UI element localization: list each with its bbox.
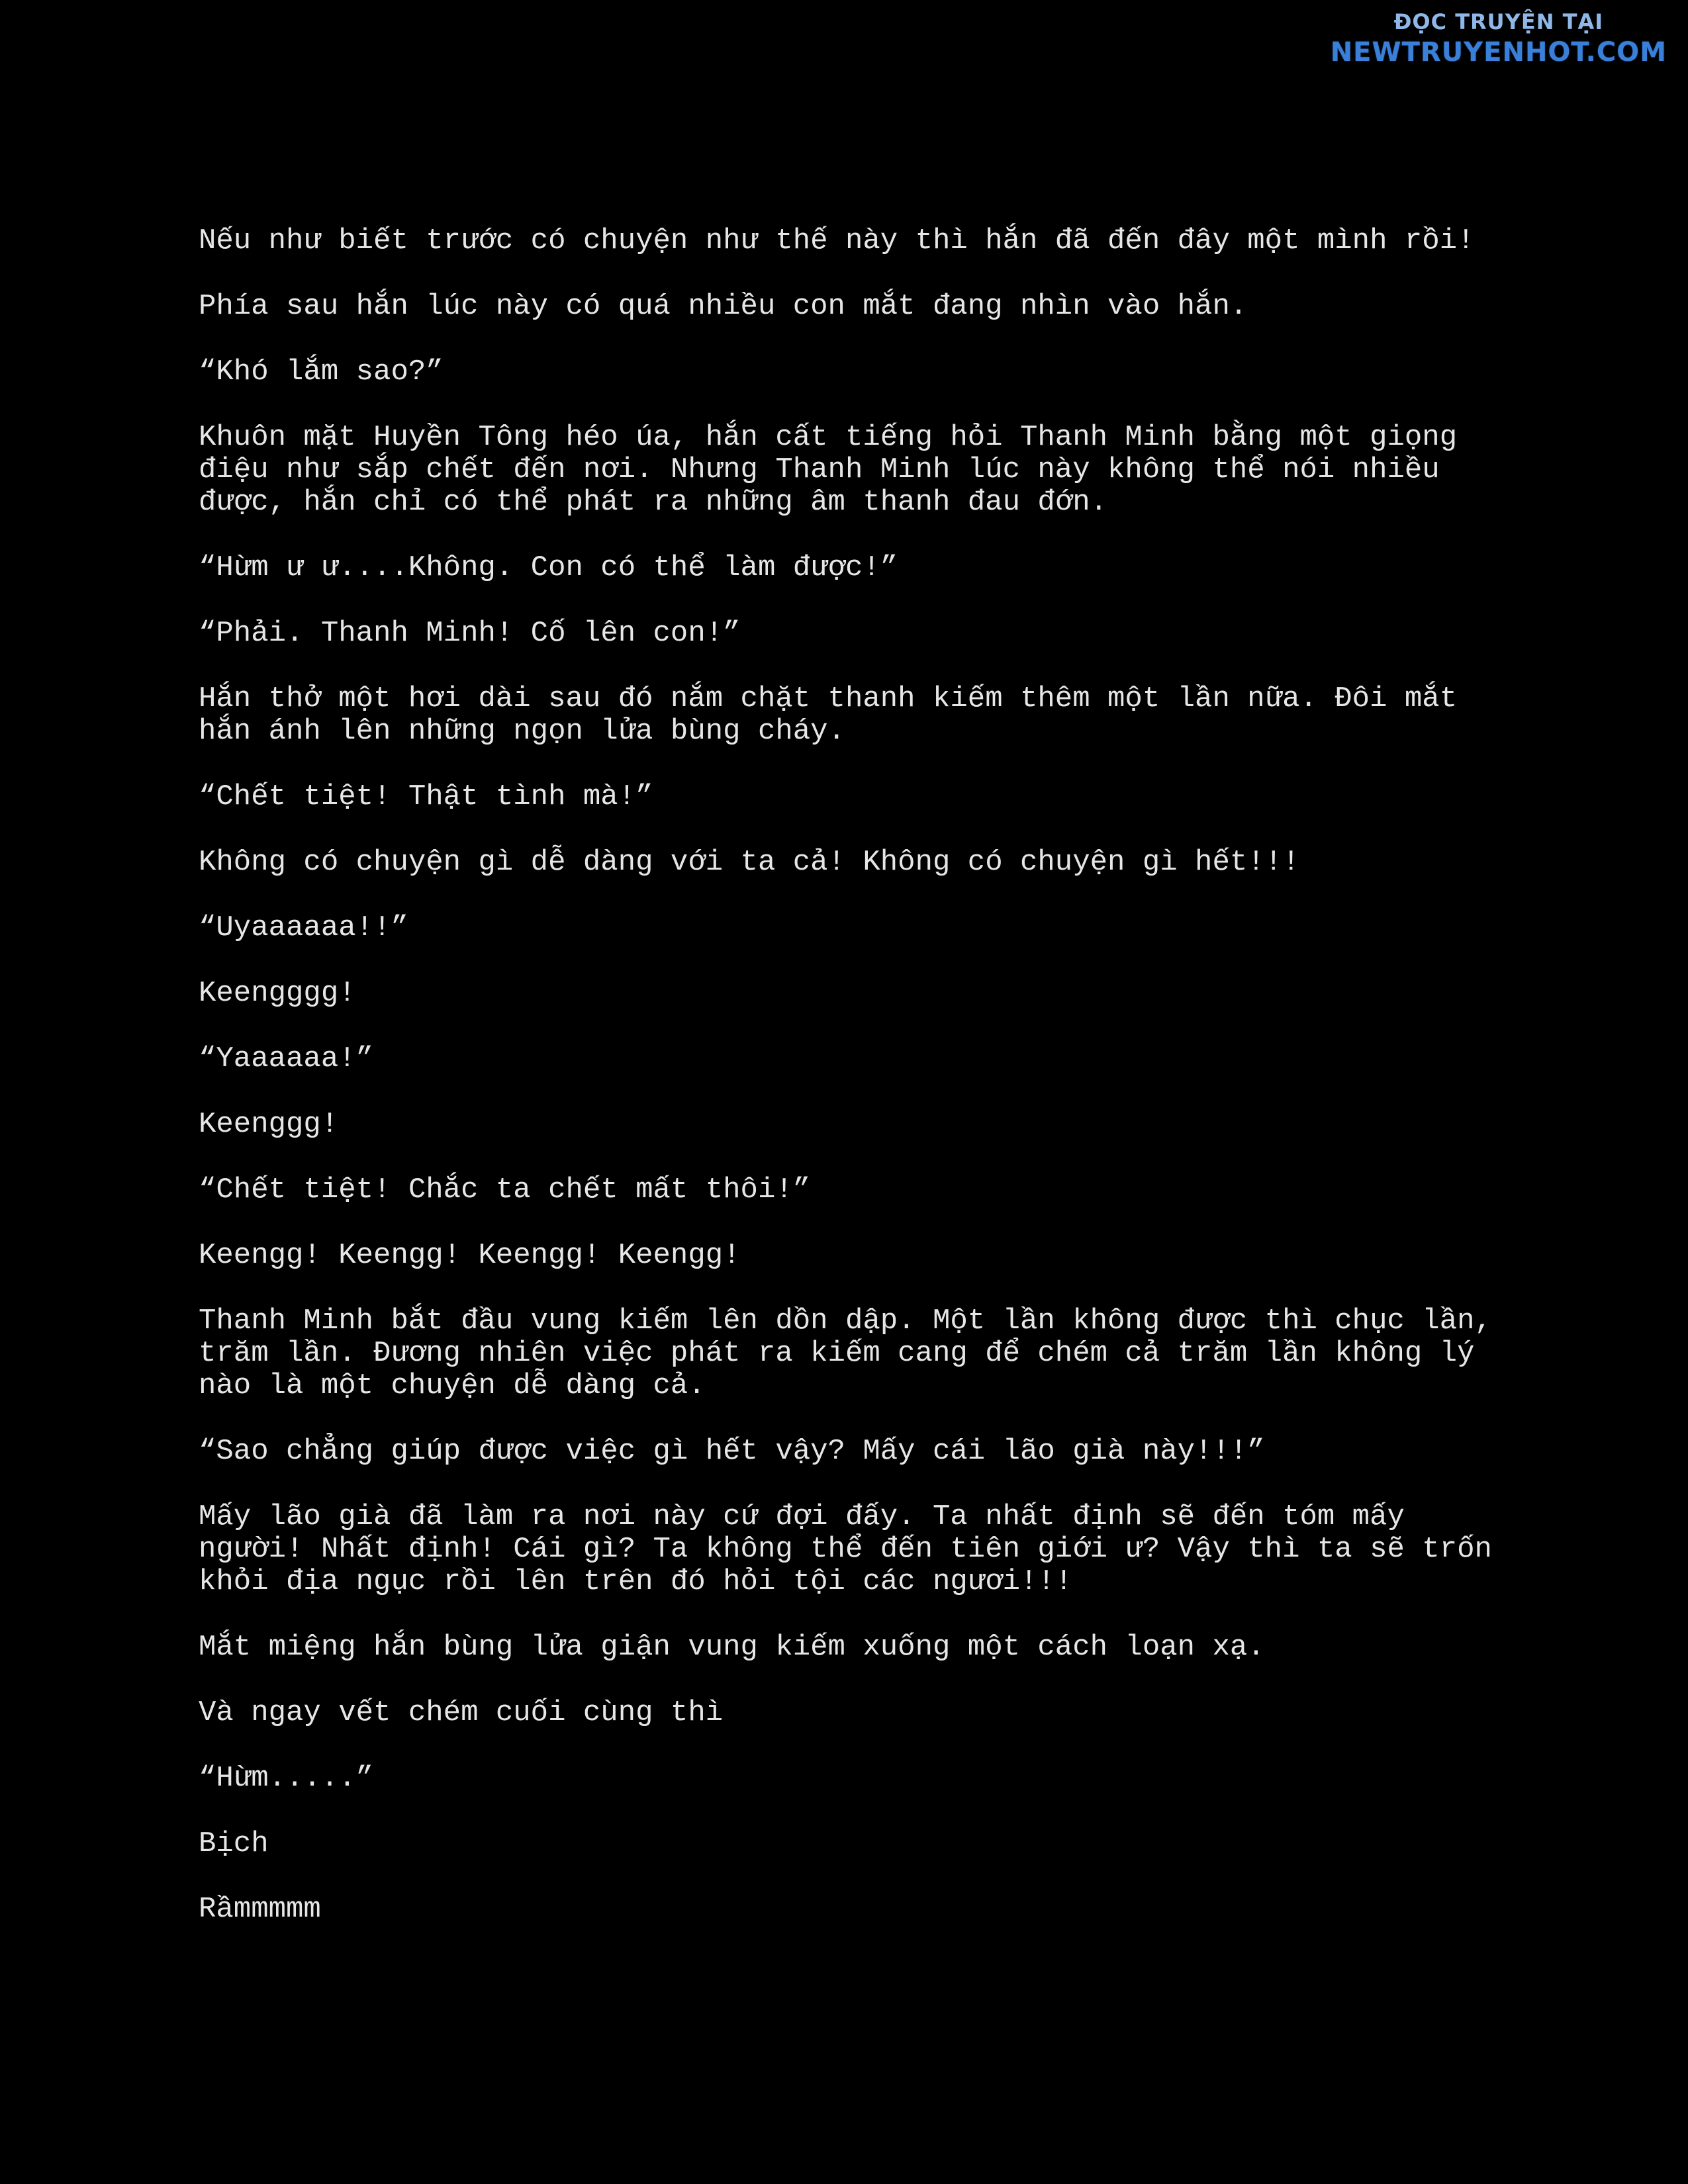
paragraph: “Hừm.....” xyxy=(199,1762,374,1795)
paragraph: Khuôn mặt Huyền Tông héo úa, hắn cất tiếng hỏi Thanh Minh bằng một giọng điệu như sắp chết đến nơi. Nhưng Thanh Minh lúc này không thể nói nhiều được, hắn chỉ có thể phát ra những âm thanh đau đớn. xyxy=(199,421,1458,519)
paragraph: “Hừm ư ư....Không. Con có thể làm được!” xyxy=(199,551,898,584)
watermark-tagline: ĐỌC TRUYỆN TẠI xyxy=(1393,9,1604,34)
paragraph: Mắt miệng hắn bùng lửa giận vung kiếm xuống một cách loạn xạ. xyxy=(199,1631,1265,1664)
paragraph: “Sao chẳng giúp được việc gì hết vậy? Mấy cái lão già này!!!” xyxy=(199,1435,1265,1468)
paragraph: “Yaaaaaa!” xyxy=(199,1042,374,1075)
watermark-site-name: NEWTRUYENHOT.COM xyxy=(1330,37,1667,68)
site-watermark xyxy=(1331,9,1667,68)
paragraph: Hắn thở một hơi dài sau đó nắm chặt thanh kiếm thêm một lần nữa. Đôi mắt hắn ánh lên những ngọn lửa bùng cháy. xyxy=(199,682,1458,748)
paragraph: Thanh Minh bắt đầu vung kiếm lên dồn dập. Một lần không được thì chục lần, trăm lần. Đương nhiên việc phát ra kiếm cang để chém cả trăm lần không lý nào là một chuyện dễ dàng cả. xyxy=(199,1304,1492,1402)
paragraph: Keengg! Keengg! Keengg! Keengg! xyxy=(199,1239,741,1272)
paragraph: Phía sau hắn lúc này có quá nhiều con mắt đang nhìn vào hắn. xyxy=(199,290,1248,323)
paragraph: Keengggg! xyxy=(199,977,356,1010)
paragraph: Rầmmmmm xyxy=(199,1893,321,1926)
story-text xyxy=(199,225,1523,1959)
paragraph: “Uyaaaaaa!!” xyxy=(199,911,408,944)
paragraph: “Chết tiệt! Chắc ta chết mất thôi!” xyxy=(199,1173,811,1206)
paragraph: Không có chuyện gì dễ dàng với ta cả! Không có chuyện gì hết!!! xyxy=(199,846,1300,879)
paragraph: Và ngay vết chém cuối cùng thì xyxy=(199,1696,724,1729)
paragraph: Mấy lão già đã làm ra nơi này cứ đợi đấy. Ta nhất định sẽ đến tóm mấy người! Nhất định! Cái gì? Ta không thể đến tiên giới ư? Vậy thì ta sẽ trốn khỏi địa ngục rồi lên trên đó hỏi tội các ngươi!!! xyxy=(199,1500,1492,1598)
paragraph: Keenggg! xyxy=(199,1108,339,1141)
paragraph: “Khó lắm sao?” xyxy=(199,355,444,388)
paragraph: “Phải. Thanh Minh! Cố lên con!” xyxy=(199,617,741,650)
paragraph: Nếu như biết trước có chuyện như thế này thì hắn đã đến đây một mình rồi! xyxy=(199,224,1475,257)
paragraph: Bịch xyxy=(199,1827,269,1860)
paragraph: “Chết tiệt! Thật tình mà!” xyxy=(199,780,653,813)
